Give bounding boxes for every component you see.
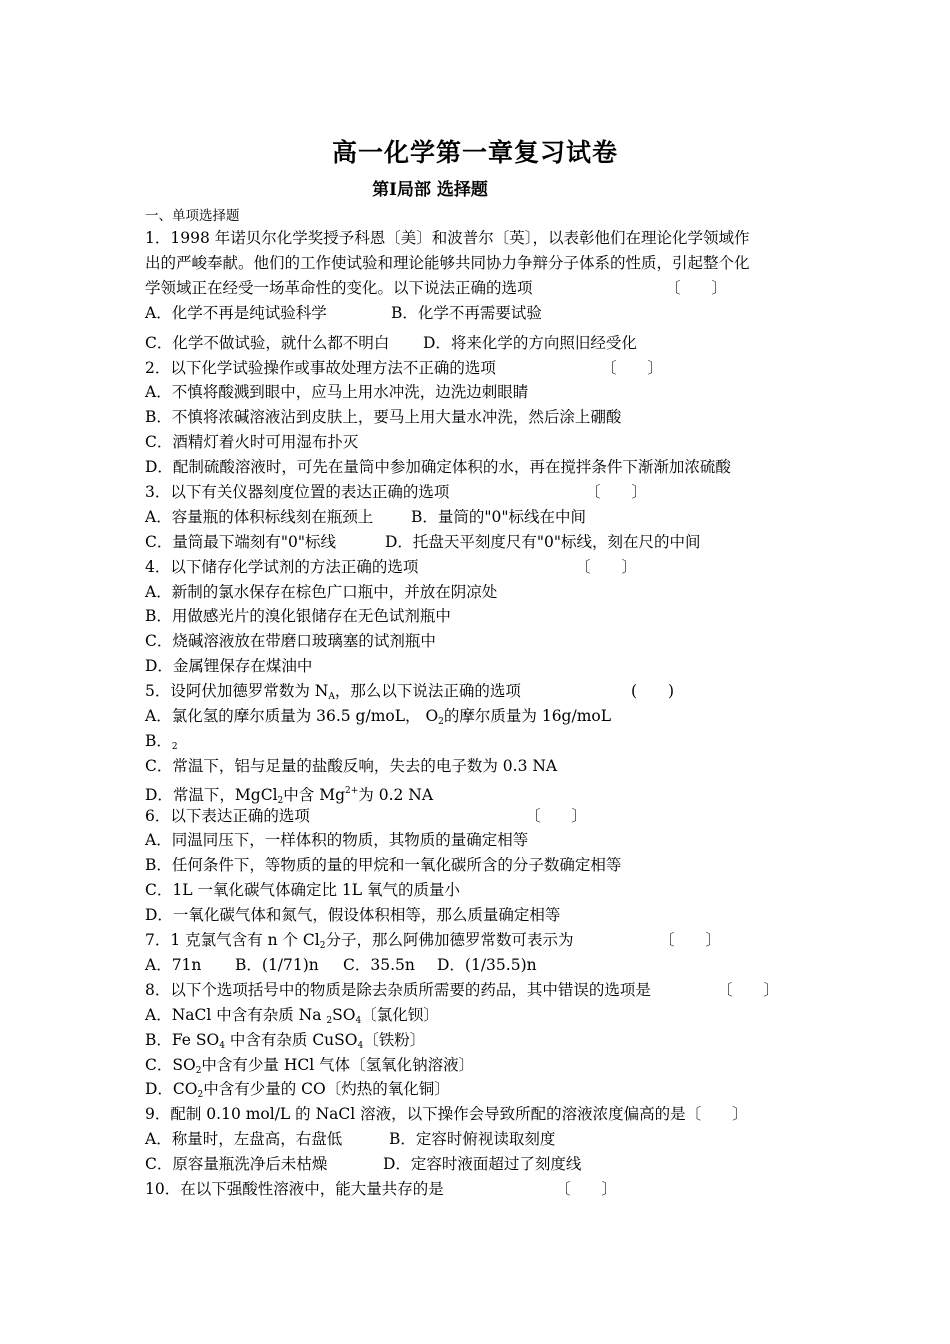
q8-option-a-post: 〔氯化钡〕 bbox=[361, 1005, 439, 1024]
q5-option-b-subscript: 2 bbox=[171, 741, 178, 752]
q6-option-c: C．1L 一氧化碳气体确定比 1L 氧气的质量小 bbox=[145, 881, 460, 900]
q1-options-cd bbox=[145, 331, 815, 356]
q7-option-b: B．(1/71)n bbox=[235, 955, 319, 974]
q2-option-b: B．不慎将浓碱溶液沾到皮肤上，要马上用大量水冲洗，然后涂上硼酸 bbox=[145, 408, 622, 427]
q1-stem-end: 学领域正在经受一场革命性的变化。以下说法正确的选项 bbox=[145, 278, 533, 297]
q5-option-d-pre: D．常温下，MgCl bbox=[145, 785, 278, 804]
q5-stem-pre: 5．设阿伏加德罗常数为 N bbox=[145, 682, 329, 701]
q1-answer-bracket: 〔 〕 bbox=[665, 278, 728, 297]
q5-option-d bbox=[145, 779, 815, 804]
q7-option-a: A．71n bbox=[145, 955, 202, 974]
q7-option-c: C．35.5n bbox=[343, 955, 415, 974]
q8-option-d-subscript: 2 bbox=[197, 1090, 204, 1101]
q10-stem: 10．在以下强酸性溶液中，能大量共存的是 bbox=[145, 1179, 444, 1198]
q1-option-c: C．化学不做试验，就什么都不明白 bbox=[145, 333, 390, 352]
q5-option-c: C．常温下，铝与足量的盐酸反响，失去的电子数为 0.3 NA bbox=[145, 756, 558, 775]
q4-option-d: D．金属锂保存在煤油中 bbox=[145, 657, 313, 676]
q5-option-b-label: B． bbox=[145, 731, 172, 750]
question-list bbox=[145, 226, 815, 1202]
q2-option-d: D．配制硫酸溶液时，可先在量筒中参加确定体积的水，再在搅拌条件下渐渐加浓硫酸 bbox=[145, 458, 731, 477]
q4-stem-line bbox=[145, 555, 815, 580]
q7-stem-line bbox=[145, 928, 815, 953]
q8-option-b-pre: B．Fe SO bbox=[145, 1030, 220, 1049]
q7-stem-subscript: 2 bbox=[319, 941, 326, 952]
q3-stem: 3．以下有关仪器刻度位置的表达正确的选项 bbox=[145, 483, 450, 502]
q8-option-b-subscript-2: 4 bbox=[357, 1040, 364, 1051]
q9-options-cd bbox=[145, 1152, 815, 1177]
q6-stem: 6．以下表达正确的选项 bbox=[145, 806, 310, 825]
q8-option-d-pre: D．CO bbox=[145, 1080, 198, 1099]
q8-option-c-post: 中含有少量 HCl 气体〔氢氧化钠溶液〕 bbox=[201, 1055, 475, 1074]
q2-stem: 2．以下化学试验操作或事故处理方法不正确的选项 bbox=[145, 358, 496, 377]
q3-option-d: D．托盘天平刻度尺有"0"标线，刻在尺的中间 bbox=[385, 532, 701, 551]
q9-option-a: A．称量时，左盘高，右盘低 bbox=[145, 1130, 343, 1149]
q8-option-a bbox=[145, 1003, 815, 1028]
q5-option-a-pre: A．氯化氢的摩尔质量为 36.5 g/moL， O bbox=[145, 707, 439, 726]
q3-option-b: B．量筒的"0"标线在中间 bbox=[411, 507, 587, 526]
q8-option-c-pre: C．SO bbox=[145, 1055, 196, 1074]
q8-option-c bbox=[145, 1053, 815, 1078]
q3-stem-line bbox=[145, 480, 815, 505]
q3-options-cd bbox=[145, 530, 815, 555]
q4-option-a: A．新制的氯水保存在棕色广口瓶中，并放在阴凉处 bbox=[145, 582, 498, 601]
q6-answer-bracket: 〔 〕 bbox=[525, 806, 588, 825]
q4-answer-bracket: 〔 〕 bbox=[575, 557, 638, 576]
q8-stem-line bbox=[145, 978, 815, 1003]
q5-option-a-subscript: 2 bbox=[438, 717, 444, 728]
q10-stem-line bbox=[145, 1177, 815, 1202]
q9-options-ab bbox=[145, 1127, 815, 1152]
q9-option-b: B．定容时俯视读取刻度 bbox=[389, 1130, 556, 1149]
q7-options bbox=[145, 953, 815, 978]
q7-stem-pre: 7．1 克氯气含有 n 个 Cl bbox=[145, 931, 320, 950]
q3-option-a: A．容量瓶的体积标线刻在瓶颈上 bbox=[145, 507, 374, 526]
q6-stem-line bbox=[145, 804, 815, 829]
q3-option-c: C．量筒最下端刻有"0"标线 bbox=[145, 532, 336, 551]
q8-option-a-subscript-1: 2 bbox=[326, 1015, 333, 1026]
q8-option-c-subscript: 2 bbox=[195, 1065, 202, 1076]
q8-option-d-post: 中含有少量的 CO〔灼热的氧化铜〕 bbox=[203, 1080, 450, 1099]
q8-stem: 8．以下个选项括号中的物质是除去杂质所需要的药品，其中错误的选项是 bbox=[145, 980, 651, 999]
q5-stem-post: ，那么以下说法正确的选项 bbox=[334, 682, 521, 701]
q7-stem-post: 分子，那么阿佛加德罗常数可表示为 bbox=[325, 931, 574, 950]
q8-option-b-mid: 中含有杂质 CuSO bbox=[224, 1030, 358, 1049]
q1-line1: 1．1998 年诺贝尔化学奖授予科恩〔美〕和波普尔〔英〕，以表彰他们在理论化学领域作 bbox=[145, 229, 750, 247]
page-title: 高一化学第一章复习试卷 bbox=[331, 138, 618, 167]
q7-option-d: D．(1/35.5)n bbox=[437, 955, 537, 974]
q8-option-b bbox=[145, 1028, 815, 1053]
q6-option-b: B．任何条件下，等物质的量的甲烷和一氧化碳所含的分子数确定相等 bbox=[145, 856, 622, 875]
q8-answer-bracket: 〔 〕 bbox=[717, 980, 780, 999]
q6-option-a: A．同温同压下，一样体积的物质，其物质的量确定相等 bbox=[145, 831, 529, 850]
q5-option-d-superscript: 2+ bbox=[345, 785, 359, 796]
q5-option-a-post: 的摩尔质量为 16g/moL bbox=[443, 707, 612, 726]
q1-option-a: A．化学不再是纯试验科学 bbox=[145, 303, 327, 322]
q7-answer-bracket: 〔 〕 bbox=[659, 931, 722, 950]
q8-option-a-subscript-2: 4 bbox=[355, 1015, 362, 1026]
q1-line3 bbox=[145, 276, 815, 301]
section-label: 一、单项选择题 bbox=[145, 208, 240, 224]
q2-option-c: C．酒精灯着火时可用湿布扑灭 bbox=[145, 433, 359, 452]
q1-option-d: D．将来化学的方向照旧经受化 bbox=[423, 333, 637, 352]
q5-stem-line bbox=[145, 679, 815, 704]
q9-option-d: D．定容时液面超过了刻度线 bbox=[383, 1155, 582, 1174]
part-title: 第Ⅰ局部 选择题 bbox=[372, 180, 488, 200]
q3-options-ab bbox=[145, 505, 815, 530]
q5-option-d-post: 为 0.2 NA bbox=[358, 785, 434, 804]
q8-option-b-subscript-1: 4 bbox=[219, 1040, 225, 1051]
q5-option-a bbox=[145, 704, 815, 729]
q5-option-d-mid: 中含 Mg bbox=[283, 785, 346, 804]
q8-option-b-post: 〔铁粉〕 bbox=[363, 1030, 426, 1049]
q5-option-d-subscript: 2 bbox=[277, 795, 284, 806]
q4-stem: 4．以下储存化学试剂的方法正确的选项 bbox=[145, 557, 419, 576]
q1-line2: 出的严峻奉献。他们的工作使试验和理论能够共同协力争辩分子体系的性质，引起整个化 bbox=[145, 253, 750, 272]
q5-answer-bracket: ( ) bbox=[631, 682, 675, 701]
q3-answer-bracket: 〔 〕 bbox=[585, 483, 648, 502]
q8-option-a-mid: SO bbox=[332, 1005, 356, 1024]
q1-option-b: B．化学不再需要试验 bbox=[391, 303, 542, 322]
q4-option-b: B．用做感光片的溴化银储存在无色试剂瓶中 bbox=[145, 607, 451, 626]
q4-option-c: C．烧碱溶液放在带磨口玻璃塞的试剂瓶中 bbox=[145, 632, 436, 651]
q1-options-ab bbox=[145, 301, 815, 331]
q9-stem: 9．配制 0.10 mol/L 的 NaCl 溶液，以下操作会导致所配的溶液浓度偏高的是〔 〕 bbox=[145, 1105, 748, 1124]
q5-option-b bbox=[145, 729, 815, 754]
q5-stem-subscript: A bbox=[328, 692, 335, 703]
q10-answer-bracket: 〔 〕 bbox=[555, 1179, 618, 1198]
q2-answer-bracket: 〔 〕 bbox=[601, 358, 664, 377]
q8-option-a-pre: A．NaCl 中含有杂质 Na bbox=[145, 1005, 327, 1024]
q2-option-a: A．不慎将酸溅到眼中，应马上用水冲洗，边洗边刺眼睛 bbox=[145, 383, 529, 402]
q6-option-d: D．一氧化碳气体和氮气，假设体积相等，那么质量确定相等 bbox=[145, 906, 561, 925]
q2-stem-line bbox=[145, 356, 815, 381]
q9-option-c: C．原容量瓶洗净后未枯燥 bbox=[145, 1155, 328, 1174]
q8-option-d bbox=[145, 1077, 815, 1102]
